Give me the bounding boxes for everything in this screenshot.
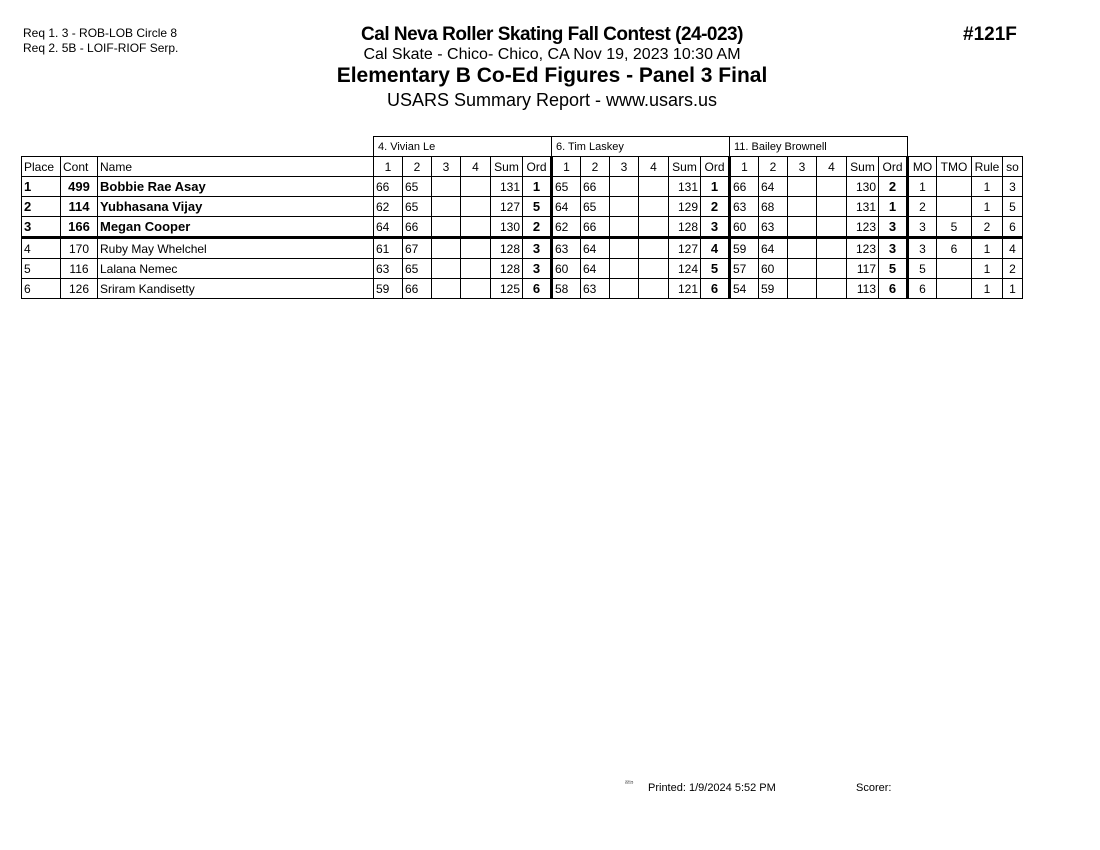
judge-2-score-4 — [639, 217, 669, 238]
judge-1-ordinal: 2 — [523, 217, 552, 238]
judge-1-sum: 130 — [491, 217, 523, 238]
judge-1-score-3 — [432, 177, 461, 197]
judge-1-sum: 125 — [491, 279, 523, 299]
judge-2-score-4 — [639, 238, 669, 259]
table-row — [22, 238, 1023, 259]
mo-cell: 3 — [908, 238, 937, 259]
judge-1-score-1: 66 — [374, 177, 403, 197]
table-row — [22, 177, 1023, 197]
judge-3-score-3 — [788, 177, 817, 197]
col-judge-1-2: 2 — [403, 157, 432, 177]
mo-cell: 3 — [908, 217, 937, 238]
judge-2-score-2: 66 — [581, 217, 610, 238]
contestant-number: 499 — [61, 177, 98, 197]
report-header — [300, 24, 804, 111]
judge-3-score-4 — [817, 259, 847, 279]
judge-3-ordinal: 5 — [879, 259, 908, 279]
judge-1-score-1: 59 — [374, 279, 403, 299]
judge-2-score-3 — [610, 238, 639, 259]
requirement-1: Req 1. 3 - ROB-LOB Circle 8 — [23, 26, 178, 40]
judge-1-score-4 — [461, 197, 491, 217]
requirements — [23, 26, 178, 56]
judge-1-score-4 — [461, 217, 491, 238]
judge-2-score-3 — [610, 259, 639, 279]
mo-cell: 2 — [908, 197, 937, 217]
judge-1-score-4 — [461, 259, 491, 279]
col-judge-3-4: 4 — [817, 157, 847, 177]
so-cell: 3 — [1003, 177, 1023, 197]
judge-3-score-1: 57 — [730, 259, 759, 279]
table-row — [22, 217, 1023, 238]
scorer-label: Scorer: — [856, 782, 892, 794]
col-judge-2-1: 1 — [552, 157, 581, 177]
skater-name: Sriram Kandisetty — [98, 279, 374, 299]
place-cell: 2 — [22, 197, 61, 217]
footer-code: ²²¹⁵ — [625, 781, 634, 787]
so-cell: 5 — [1003, 197, 1023, 217]
so-cell: 1 — [1003, 279, 1023, 299]
col-mo: MO — [908, 157, 937, 177]
judge-1-score-4 — [461, 177, 491, 197]
col-cont: Cont — [61, 157, 98, 177]
place-cell: 5 — [22, 259, 61, 279]
judge-2-sum: 129 — [669, 197, 701, 217]
judge-header-row — [22, 137, 1023, 157]
column-header-row — [22, 157, 1023, 177]
contest-location: Cal Skate - Chico- Chico, CA Nov 19, 2023 10:30 AM — [363, 46, 741, 63]
judge-3-score-2: 68 — [759, 197, 788, 217]
judge-2-ordinal: 2 — [701, 197, 730, 217]
event-number: #121F — [963, 24, 1017, 45]
skater-name: Lalana Nemec — [98, 259, 374, 279]
judge-3-name: 11. Bailey Brownell — [730, 137, 908, 157]
judge-2-score-1: 65 — [552, 177, 581, 197]
place-cell: 3 — [22, 217, 61, 238]
col-judge-2-4: 4 — [639, 157, 669, 177]
judge-3-score-4 — [817, 238, 847, 259]
judge-1-score-2: 65 — [403, 177, 432, 197]
judge-3-score-3 — [788, 197, 817, 217]
col-judge-3-2: 2 — [759, 157, 788, 177]
rule-cell: 1 — [972, 279, 1003, 299]
judge-3-score-4 — [817, 197, 847, 217]
judge-2-score-4 — [639, 259, 669, 279]
contestant-number: 170 — [61, 238, 98, 259]
judge-3-score-3 — [788, 238, 817, 259]
so-cell: 4 — [1003, 238, 1023, 259]
judge-3-score-4 — [817, 217, 847, 238]
col-judge-2-ord: Ord — [701, 157, 730, 177]
judge-1-score-1: 62 — [374, 197, 403, 217]
judge-2-score-2: 66 — [581, 177, 610, 197]
col-name: Name — [98, 157, 374, 177]
tmo-cell — [937, 279, 972, 299]
judge-1-sum: 128 — [491, 238, 523, 259]
tmo-cell: 5 — [937, 217, 972, 238]
col-judge-1-ord: Ord — [523, 157, 552, 177]
tmo-cell — [937, 197, 972, 217]
judge-3-score-4 — [817, 177, 847, 197]
judge-2-score-3 — [610, 279, 639, 299]
judge-1-sum: 128 — [491, 259, 523, 279]
skater-name: Ruby May Whelchel — [98, 238, 374, 259]
table-row — [22, 197, 1023, 217]
col-rule: Rule — [972, 157, 1003, 177]
judge-3-score-1: 63 — [730, 197, 759, 217]
place-cell: 4 — [22, 238, 61, 259]
printed-date: Printed: 1/9/2024 5:52 PM — [648, 782, 776, 794]
judge-3-ordinal: 1 — [879, 197, 908, 217]
col-judge-1-3: 3 — [432, 157, 461, 177]
judge-3-ordinal: 2 — [879, 177, 908, 197]
col-so: so — [1003, 157, 1023, 177]
judge-2-sum: 124 — [669, 259, 701, 279]
judge-1-score-1: 61 — [374, 238, 403, 259]
tmo-cell — [937, 259, 972, 279]
judge-3-sum: 117 — [847, 259, 879, 279]
mo-cell: 5 — [908, 259, 937, 279]
judge-2-ordinal: 5 — [701, 259, 730, 279]
judge-1-ordinal: 3 — [523, 238, 552, 259]
table-row — [22, 279, 1023, 299]
judge-3-score-1: 60 — [730, 217, 759, 238]
judge-1-score-3 — [432, 217, 461, 238]
judge-1-ordinal: 6 — [523, 279, 552, 299]
judge-1-score-3 — [432, 238, 461, 259]
judge-3-ordinal: 6 — [879, 279, 908, 299]
contest-title: Cal Neva Roller Skating Fall Contest (24-023) — [361, 24, 743, 45]
judge-1-score-4 — [461, 238, 491, 259]
judge-2-score-4 — [639, 197, 669, 217]
skater-name: Megan Cooper — [98, 217, 374, 238]
judge-1-score-3 — [432, 197, 461, 217]
skater-name: Yubhasana Vijay — [98, 197, 374, 217]
judge-2-score-1: 62 — [552, 217, 581, 238]
judge-2-sum: 121 — [669, 279, 701, 299]
judge-3-sum: 123 — [847, 238, 879, 259]
judge-2-ordinal: 1 — [701, 177, 730, 197]
judge-2-score-1: 64 — [552, 197, 581, 217]
judge-2-score-1: 63 — [552, 238, 581, 259]
contestant-number: 126 — [61, 279, 98, 299]
judge-3-sum: 113 — [847, 279, 879, 299]
judge-3-score-3 — [788, 279, 817, 299]
judge-1-score-2: 65 — [403, 197, 432, 217]
results-table — [21, 136, 1023, 299]
rule-cell: 1 — [972, 197, 1003, 217]
judge-1-ordinal: 5 — [523, 197, 552, 217]
judge-2-ordinal: 3 — [701, 217, 730, 238]
judge-2-score-2: 65 — [581, 197, 610, 217]
judge-2-score-3 — [610, 197, 639, 217]
judge-1-score-2: 66 — [403, 279, 432, 299]
judge-3-score-2: 64 — [759, 238, 788, 259]
judge-3-score-2: 63 — [759, 217, 788, 238]
tmo-cell: 6 — [937, 238, 972, 259]
judge-1-score-2: 65 — [403, 259, 432, 279]
col-judge-1-1: 1 — [374, 157, 403, 177]
judge-3-score-4 — [817, 279, 847, 299]
place-cell: 6 — [22, 279, 61, 299]
judge-2-score-2: 64 — [581, 238, 610, 259]
judge-3-score-1: 54 — [730, 279, 759, 299]
judge-1-score-1: 64 — [374, 217, 403, 238]
judge-1-sum: 127 — [491, 197, 523, 217]
judge-2-score-4 — [639, 279, 669, 299]
so-cell: 2 — [1003, 259, 1023, 279]
judge-3-score-3 — [788, 259, 817, 279]
judge-2-ordinal: 4 — [701, 238, 730, 259]
rule-cell: 1 — [972, 238, 1003, 259]
judge-3-sum: 130 — [847, 177, 879, 197]
contestant-number: 114 — [61, 197, 98, 217]
event-name: Elementary B Co-Ed Figures - Panel 3 Final — [336, 64, 768, 87]
judge-1-score-2: 66 — [403, 217, 432, 238]
rule-cell: 1 — [972, 259, 1003, 279]
skater-name: Bobbie Rae Asay — [98, 177, 374, 197]
judge-2-score-4 — [639, 177, 669, 197]
rule-cell: 2 — [972, 217, 1003, 238]
tmo-cell — [937, 177, 972, 197]
col-judge-3-1: 1 — [730, 157, 759, 177]
judge-3-ordinal: 3 — [879, 217, 908, 238]
judge-2-score-1: 58 — [552, 279, 581, 299]
col-judge-1-sum: Sum — [491, 157, 523, 177]
table-row — [22, 259, 1023, 279]
so-cell: 6 — [1003, 217, 1023, 238]
col-judge-1-4: 4 — [461, 157, 491, 177]
col-judge-3-3: 3 — [788, 157, 817, 177]
judge-2-score-2: 63 — [581, 279, 610, 299]
col-tmo: TMO — [937, 157, 972, 177]
judge-1-sum: 131 — [491, 177, 523, 197]
judge-2-score-2: 64 — [581, 259, 610, 279]
judge-3-score-2: 59 — [759, 279, 788, 299]
mo-cell: 1 — [908, 177, 937, 197]
judge-1-score-3 — [432, 259, 461, 279]
judge-2-score-3 — [610, 177, 639, 197]
judge-3-score-1: 59 — [730, 238, 759, 259]
place-cell: 1 — [22, 177, 61, 197]
judge-1-name: 4. Vivian Le — [374, 137, 552, 157]
judge-3-score-2: 64 — [759, 177, 788, 197]
judge-3-sum: 131 — [847, 197, 879, 217]
judge-1-ordinal: 1 — [523, 177, 552, 197]
judge-2-ordinal: 6 — [701, 279, 730, 299]
judge-1-ordinal: 3 — [523, 259, 552, 279]
judge-3-ordinal: 3 — [879, 238, 908, 259]
col-judge-2-3: 3 — [610, 157, 639, 177]
judge-3-score-2: 60 — [759, 259, 788, 279]
judge-2-sum: 131 — [669, 177, 701, 197]
judge-3-score-1: 66 — [730, 177, 759, 197]
judge-1-score-4 — [461, 279, 491, 299]
mo-cell: 6 — [908, 279, 937, 299]
report-title: USARS Summary Report - www.usars.us — [386, 90, 718, 110]
col-place: Place — [22, 157, 61, 177]
judge-3-score-3 — [788, 217, 817, 238]
judge-1-score-1: 63 — [374, 259, 403, 279]
judge-1-score-3 — [432, 279, 461, 299]
judge-3-sum: 123 — [847, 217, 879, 238]
rule-cell: 1 — [972, 177, 1003, 197]
judge-2-score-1: 60 — [552, 259, 581, 279]
contestant-number: 166 — [61, 217, 98, 238]
judge-2-sum: 128 — [669, 217, 701, 238]
judge-2-score-3 — [610, 217, 639, 238]
col-judge-3-sum: Sum — [847, 157, 879, 177]
col-judge-3-ord: Ord — [879, 157, 908, 177]
judge-1-score-2: 67 — [403, 238, 432, 259]
col-judge-2-sum: Sum — [669, 157, 701, 177]
judge-2-name: 6. Tim Laskey — [552, 137, 730, 157]
contestant-number: 116 — [61, 259, 98, 279]
judge-2-sum: 127 — [669, 238, 701, 259]
requirement-2: Req 2. 5B - LOIF-RIOF Serp. — [23, 41, 179, 55]
col-judge-2-2: 2 — [581, 157, 610, 177]
